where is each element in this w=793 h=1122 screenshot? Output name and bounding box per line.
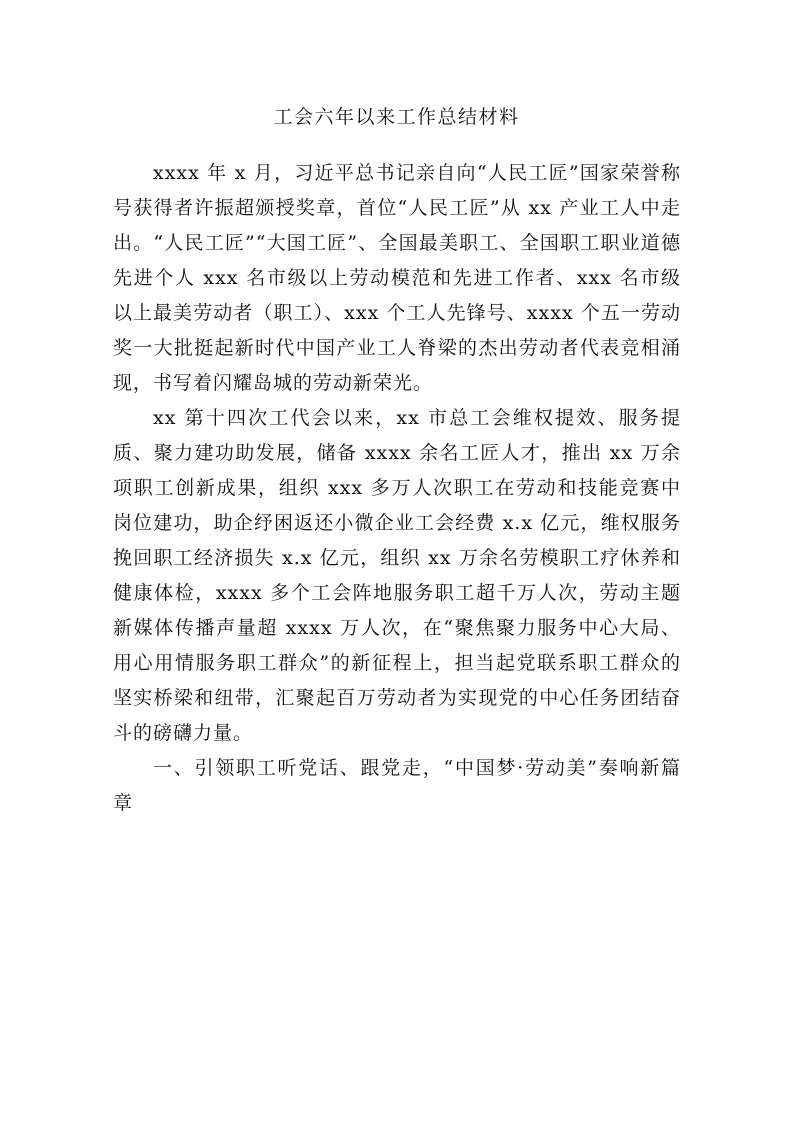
document-title: 工会六年以来工作总结材料 (273, 106, 520, 128)
paragraph-1: xxxx 年 x 月，习近平总书记亲自向“人民工匠”国家荣誉称号获得者许振超颁授奖章，首位“人民工匠”从 xx 产业工人中走出。“人民工匠”“大国工匠”、全国最美职工、全国职工职业道德先进个人 xxx 名市级以上劳动模范和先进工作者、xxx 名市级以上最美劳动者（职工）、xxx 个工人先锋号、xxxx 个五一劳动奖一大批挺起新时代中国产业工人脊梁的杰出劳动者代表竞相涌现，书写着闪耀岛城的劳动新荣光。 (113, 162, 681, 394)
document-body (113, 156, 681, 821)
section-heading-1: 一、引领职工听党话、跟党走，“中国梦·劳动美”奏响新篇章 (113, 757, 681, 814)
paragraph-2: xx 第十四次工代会以来，xx 市总工会维权提效、服务提质、聚力建功助发展，储备 xxxx 余名工匠人才，推出 xx 万余项职工创新成果，组织 xxx 多万人次职工在劳动和技能竞赛中岗位建功，助企纾困返还小微企业工会经费 x.x 亿元，维权服务挽回职工经济损失 x.x 亿元，组织 xx 万余名劳模职工疗休养和健康体检，xxxx 多个工会阵地服务职工超千万人次，劳动主题新媒体传播声量超 xxxx 万人次，在“聚焦聚力服务中心大局、用心用情服务职工群众”的新征程上，担当起党联系职工群众的坚实桥梁和纽带，汇聚起百万劳动者为实现党的中心任务团结奋斗的磅礴力量。 (113, 407, 681, 744)
